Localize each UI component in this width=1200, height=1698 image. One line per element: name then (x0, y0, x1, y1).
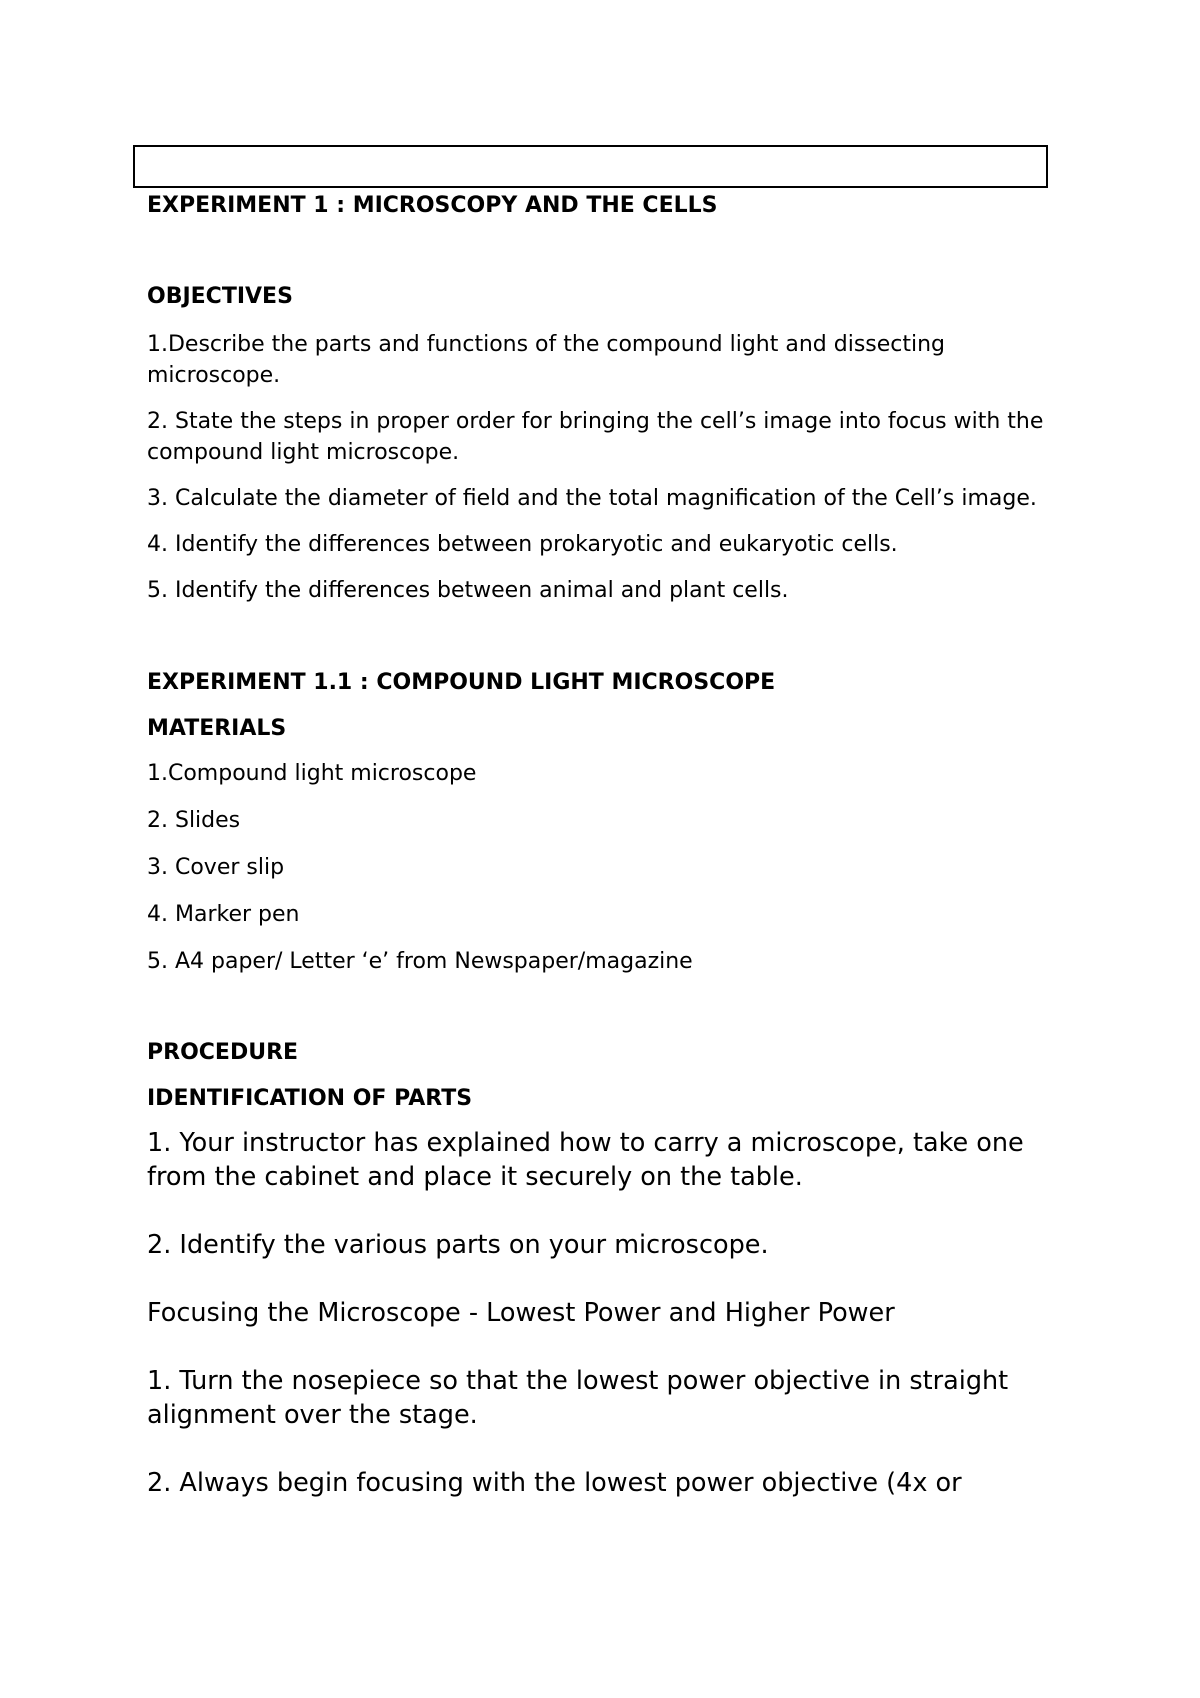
identification-heading: IDENTIFICATION OF PARTS (147, 1086, 473, 1111)
procedure-step: 1. Your instructor has explained how to carry a microscope, take one from the cabinet and place it securely on the table. (147, 1128, 1024, 1192)
procedure-step: 2. Identify the various parts on your microscope. (147, 1230, 769, 1260)
experiment-1-1-title: EXPERIMENT 1.1 : COMPOUND LIGHT MICROSCOPE (147, 670, 776, 695)
material-item: 2. Slides (147, 808, 241, 833)
focusing-step: 1. Turn the nosepiece so that the lowest power objective in straight alignment over the stage. (147, 1366, 1009, 1430)
focusing-step: 2. Always begin focusing with the lowest power objective (4x or (147, 1468, 962, 1498)
material-item: 1.Compound light microscope (147, 761, 477, 786)
objectives-heading: OBJECTIVES (147, 284, 293, 309)
document-content (147, 192, 1057, 1500)
objective-item: 5. Identify the differences between animal and plant cells. (147, 578, 789, 603)
procedure-heading: PROCEDURE (147, 1040, 299, 1065)
material-item: 3. Cover slip (147, 855, 285, 880)
material-item: 5. A4 paper/ Letter ‘e’ from Newspaper/magazine (147, 949, 693, 974)
objective-item: 1.Describe the parts and functions of the compound light and dissecting microscope. (147, 332, 946, 388)
objective-item: 3. Calculate the diameter of field and the total magnification of the Cell’s image. (147, 486, 1037, 511)
materials-heading: MATERIALS (147, 716, 287, 741)
experiment-title: EXPERIMENT 1 : MICROSCOPY AND THE CELLS (147, 193, 718, 218)
objective-item: 2. State the steps in proper order for bringing the cell’s image into focus with the compound light microscope. (147, 409, 1044, 465)
header-box (133, 145, 1048, 188)
material-item: 4. Marker pen (147, 902, 300, 927)
focusing-title: Focusing the Microscope - Lowest Power and Higher Power (147, 1298, 895, 1328)
objective-item: 4. Identify the differences between prokaryotic and eukaryotic cells. (147, 532, 898, 557)
